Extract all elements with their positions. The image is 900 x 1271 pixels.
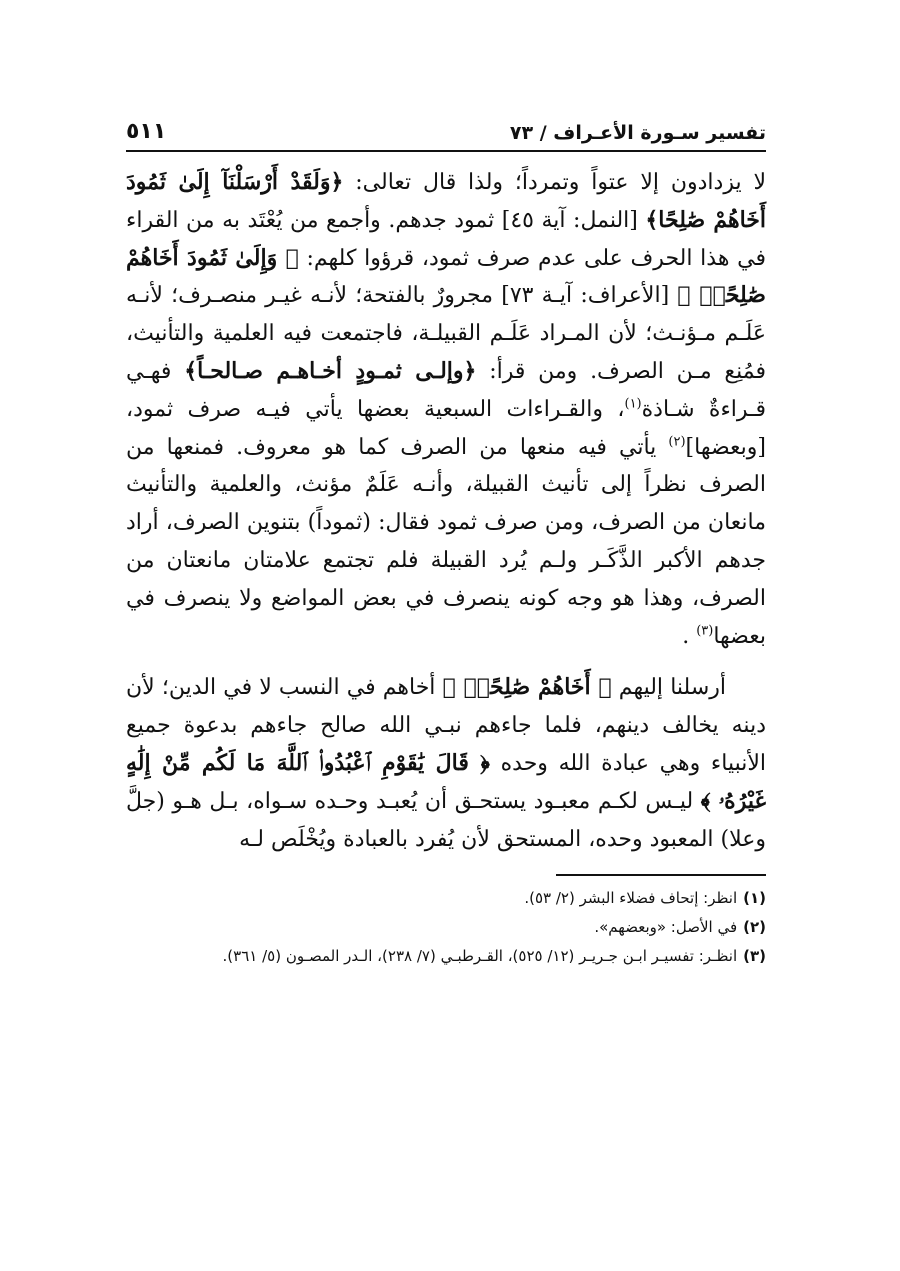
footnote-1 xyxy=(126,884,766,913)
quran-quote: ﴿وَلَقَدْ أَرْسَلْنَآ إِلَىٰ ثَمُودَ أَخَاهُمْ صَٰلِحًا﴾ xyxy=(126,169,767,233)
text-segment: [الأعراف: آيـة ٧٣] مجرورٌ بالفتحة؛ لأنـه غيـر منصـرف؛ لأنـه عَلَـم مـؤنـث؛ لأن المـراد عَلَـم القبيلـة، فاجتمعت فيه العلمية والتأنيث، فمُنِع مـن الصرف. ومن قرأ: xyxy=(126,283,766,384)
footnote-ref-2[interactable]: (٢) xyxy=(668,434,686,450)
text-segment: لا يزدادون إلا عتواً وتمرداً؛ ولذا قال تعالى: xyxy=(343,170,767,195)
page-number: ٥١١ xyxy=(126,119,167,144)
footnote-text: انظـر: تفسيـر ابـن جـريـر (١٢/ ٥٢٥)، القـرطبـي (٧/ ٢٣٨)، الـدر المصـون (٥/ ٣٦١). xyxy=(222,947,738,966)
footnote-3 xyxy=(126,942,766,971)
running-header xyxy=(126,108,766,150)
body-paragraph-1 xyxy=(126,164,766,655)
footnote-text: في الأصل: «وبعضهم». xyxy=(594,918,738,937)
quran-quote: ﴿وإلـى ثمـودٍ أخـاهـم صـالحـاً﴾ xyxy=(184,357,477,384)
quran-quote: ﴿ أَخَاهُمْ صَٰلِحًاۚ ﴾ xyxy=(442,674,612,701)
footnote-divider xyxy=(556,874,766,876)
header-title: تفسير سـورة الأعـراف / ٧٣ xyxy=(509,122,766,144)
footnote-number: (٢) xyxy=(743,918,766,937)
text-segment: ، والقـراءات السبعية بعضها يأتي فيـه صرف ثمود، [وبعضها] xyxy=(126,396,766,460)
quran-quote: ﴿ قَالَ يَٰقَوْمِ ٱعْبُدُوا۟ ٱللَّهَ مَا لَكُم مِّنْ إِلَٰهٍ غَيْرُهُۥ ﴾ xyxy=(126,749,766,814)
footnote-number: (٣) xyxy=(743,947,766,966)
header-divider xyxy=(126,150,766,152)
footnote-ref-3[interactable]: (٣) xyxy=(696,623,714,639)
text-segment: ليـس لكـم معبـود يستحـق أن يُعبـد وحـده سـواه، بـل هـو (جلَّ وعلا) المعبود وحده، المستحق لأن يُفرد بالعبادة ويُخْلَص لـه xyxy=(126,788,766,852)
text-segment: فهـي قـراءةٌ شـاذة xyxy=(126,358,767,422)
text-segment: أخاهم في النسب لا في الدين؛ لأن دينه يخالف دينهم، فلما جاءهم نبـي الله صالح جاءهم بدعوة جميع الأنبياء وهي عبادة الله وحده xyxy=(126,675,767,776)
footnote-ref-1[interactable]: (١) xyxy=(624,396,642,412)
text-segment: . xyxy=(682,623,697,649)
text-segment: أرسلنا إليهم xyxy=(611,675,726,701)
book-page xyxy=(126,108,766,971)
text-segment: يأتي فيه منعها من الصرف كما هو معروف. فمنعها من الصرف نظراً إلى تأنيث القبيلة، وأنـه عَلَمٌ مؤنث، والعلمية والتأنيث مانعان من الصرف، ومن صرف ثمود فقال: (ثموداً) بتنوين الصرف، أراد جدهم الأكبر الذَّكَـر ولـم يُرد القبيلة فلم تجتمع علامتان مانعتان من الصرف، وهذا هو وجه كونه ينصرف في بعض المواضع ولا ينصرف في بعضها xyxy=(126,434,766,649)
footnotes xyxy=(126,884,766,971)
footnote-number: (١) xyxy=(743,889,766,908)
footnote-2 xyxy=(126,913,766,942)
body-paragraph-2 xyxy=(126,669,766,858)
footnote-text: انظر: إتحاف فضلاء البشر (٢/ ٥٣). xyxy=(524,889,738,908)
text-segment: [النمل: آية ٤٥] ثمود جدهم. وأجمع من يُعْتَد به من القراء في هذا الحرف على عدم صرف ثمود، قرؤوا كلهم: xyxy=(126,207,766,271)
quran-quote: ﴿ وَإِلَىٰ ثَمُودَ أَخَاهُمْ صَٰلِحًاۚ ﴾ xyxy=(126,244,766,309)
